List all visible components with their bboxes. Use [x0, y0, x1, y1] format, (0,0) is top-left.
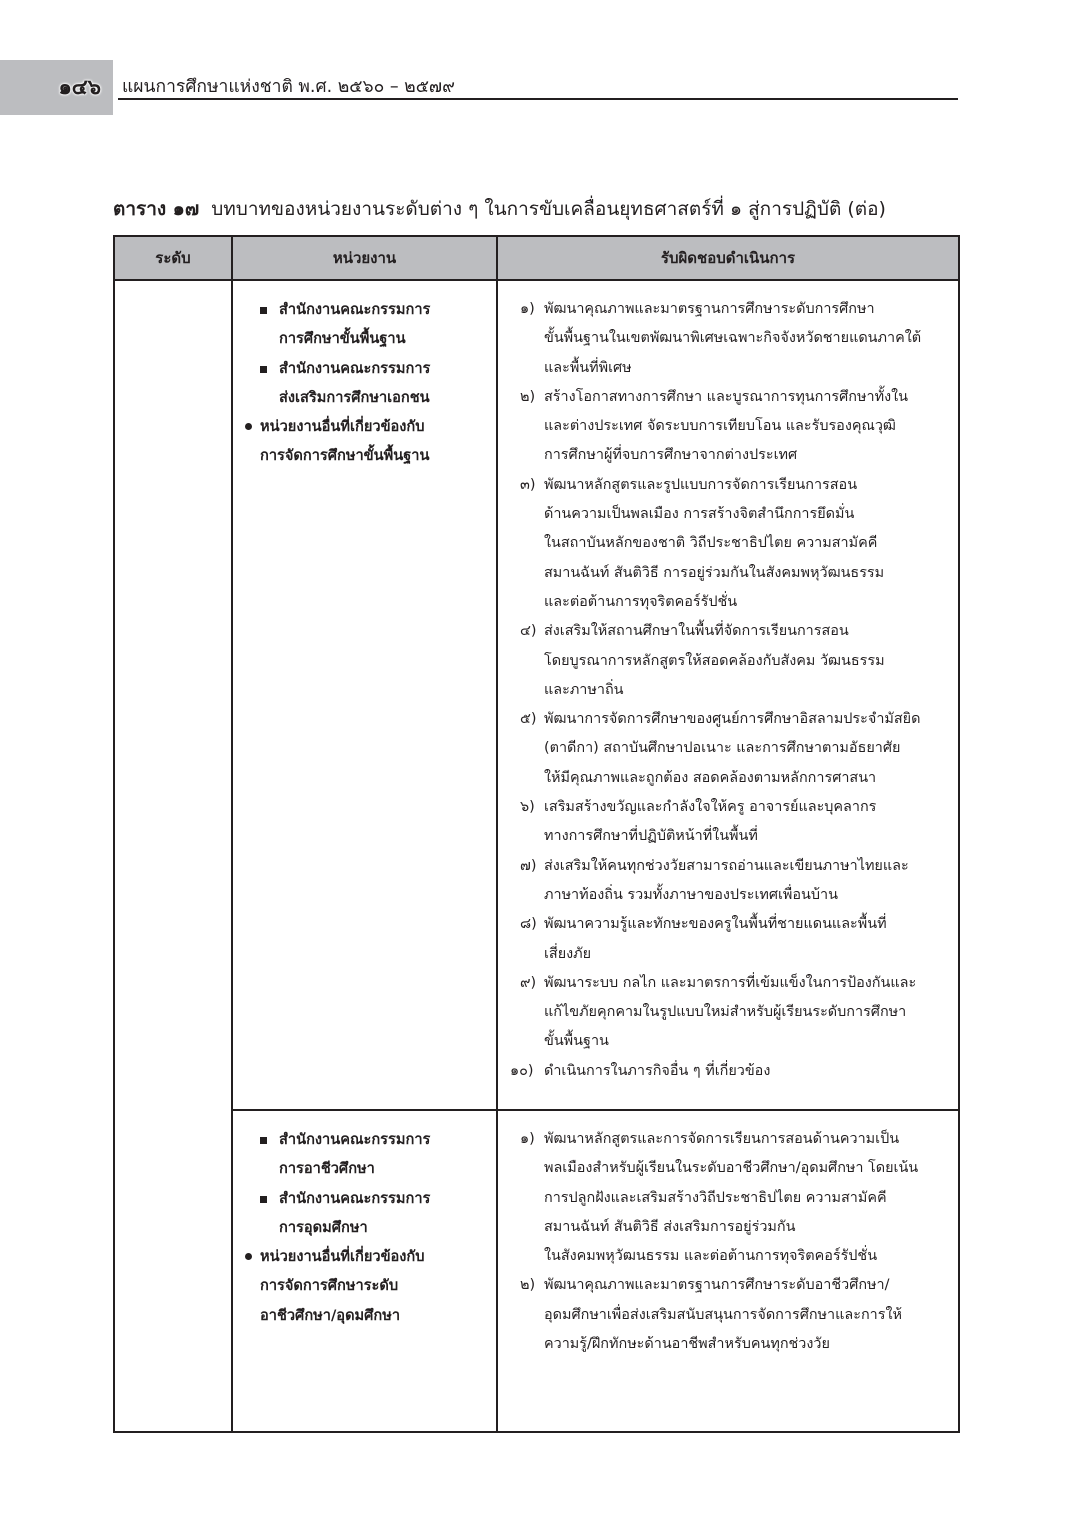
responsibility-number: ๔)	[520, 623, 537, 640]
responsibility-line: แก้ไขภัยคุกคามในรูปแบบใหม่สำหรับผู้เรียนระดับการศึกษา	[544, 1004, 907, 1021]
page-number: ๑๔๖	[58, 75, 101, 99]
agency-line: การจัดการศึกษาระดับ	[260, 1277, 399, 1295]
agency-item	[243, 295, 490, 354]
header-agency: หน่วยงาน	[232, 236, 497, 280]
responsibility-line: ขั้นพื้นฐาน	[544, 1033, 609, 1050]
responsibility-line: เสี่ยงภัย	[544, 945, 592, 962]
responsibility-cell	[497, 280, 959, 1110]
agency-line: อาชีวศึกษา/อุดมศึกษา	[260, 1306, 401, 1324]
responsibility-cell	[497, 1110, 959, 1432]
agency-line: สำนักงานคณะกรรมการ	[279, 1189, 431, 1207]
level-cell	[114, 280, 232, 1432]
responsibility-line: ทางการศึกษาที่ปฏิบัติหน้าที่ในพื้นที่	[544, 828, 758, 845]
agency-line: การอาชีวศึกษา	[279, 1160, 375, 1178]
responsibility-item	[510, 969, 954, 1057]
responsibility-number: ๑)	[520, 301, 535, 317]
table-caption-label: ตาราง ๑๗	[113, 198, 200, 220]
responsibility-line: เสริมสร้างขวัญและกำลังใจให้ครู อาจารย์และบุคลากร	[544, 799, 877, 816]
responsibility-line: ในสังคมพหุวัฒนธรรม และต่อต้านการทุจริตคอร์รัปชั่น	[544, 1248, 878, 1265]
responsibility-line: โดยบูรณาการหลักสูตรให้สอดคล้องกับสังคม วัฒนธรรม	[544, 652, 885, 669]
agency-cell	[232, 280, 497, 1110]
agency-line: สำนักงานคณะกรรมการ	[279, 301, 431, 318]
responsibility-number: ๗)	[520, 857, 537, 874]
responsibility-number: ๒)	[520, 388, 536, 405]
responsibility-item	[510, 705, 954, 793]
responsibility-line: อุดมศึกษาเพื่อส่งเสริมสนับสนุนการจัดการศึกษาและการให้	[544, 1306, 902, 1323]
agency-line: ส่งเสริมการศึกษาเอกชน	[279, 388, 430, 406]
responsibility-number: ๘)	[520, 916, 537, 933]
responsibility-item	[510, 295, 954, 383]
responsibility-line: (ตาดีกา) สถาบันศึกษาปอเนาะ และการศึกษาตามอัธยาศัย	[544, 740, 901, 757]
responsibility-item	[510, 1125, 954, 1271]
responsibility-line: ในสถาบันหลักของชาติ วิถีประชาธิปไตย ความสามัคคี	[544, 535, 878, 552]
responsibility-item	[510, 852, 954, 911]
agency-item	[243, 1125, 490, 1184]
responsibility-line: พัฒนาการจัดการศึกษาของศูนย์การศึกษาอิสลามประจำมัสยิด	[544, 711, 921, 728]
table-row	[114, 1110, 959, 1432]
table-caption-text: บทบาทของหน่วยงานระดับต่าง ๆ ในการขับเคลื่อนยุทธศาสตร์ที่ ๑ สู่การปฏิบัติ (ต่อ)	[211, 198, 886, 220]
agency-item	[243, 354, 490, 413]
responsibility-line: พัฒนาความรู้และทักษะของครูในพื้นที่ชายแดนและพื้นที่	[544, 916, 887, 933]
responsibility-line: พัฒนาหลักสูตรและรูปแบบการจัดการเรียนการสอน	[544, 476, 858, 493]
agency-line: การจัดการศึกษาขั้นพื้นฐาน	[260, 447, 430, 465]
agency-item	[243, 1184, 490, 1243]
responsibility-line: ส่งเสริมให้สถานศึกษาในพื้นที่จัดการเรียนการสอน	[544, 623, 849, 640]
header-rule	[118, 98, 958, 100]
responsibility-item	[510, 383, 954, 471]
agency-line: การศึกษาขั้นพื้นฐาน	[279, 330, 406, 348]
responsibility-line: พัฒนาคุณภาพและมาตรฐานการศึกษาระดับอาชีวศึกษา/	[544, 1277, 890, 1294]
agency-line: หน่วยงานอื่นที่เกี่ยวข้องกับ	[260, 418, 425, 436]
responsibility-line: ดำเนินการในภารกิจอื่น ๆ ที่เกี่ยวข้อง	[544, 1062, 771, 1079]
responsibility-line: ขั้นพื้นฐานในเขตพัฒนาพิเศษเฉพาะกิจจังหวัดชายแดนภาคใต้	[544, 330, 922, 347]
responsibility-number: ๑)	[520, 1131, 535, 1147]
related-agency-item	[243, 412, 490, 471]
responsibility-item	[510, 1271, 954, 1359]
responsibility-number: ๙)	[520, 974, 537, 991]
responsibility-line: ภาษาท้องถิ่น รวมทั้งภาษาของประเทศเพื่อนบ้าน	[544, 886, 838, 903]
responsibility-line: การปลูกฝังและเสริมสร้างวิถีประชาธิปไตย ความสามัคคี	[544, 1189, 887, 1206]
responsibility-line: และภาษาถิ่น	[544, 681, 624, 698]
agency-line: การอุดมศึกษา	[279, 1218, 368, 1236]
header-responsibility: รับผิดชอบดำเนินการ	[497, 236, 959, 280]
responsibility-line: ให้มีคุณภาพและถูกต้อง สอดคล้องตามหลักการศาสนา	[544, 769, 877, 786]
responsibility-line: และต่างประเทศ จัดระบบการเทียบโอน และรับรองคุณวุฒิ	[544, 418, 896, 435]
responsibility-line: และต่อต้านการทุจริตคอร์รัปชั่น	[544, 593, 738, 610]
responsibility-item	[510, 1057, 954, 1086]
agency-cell	[232, 1110, 497, 1432]
responsibility-line: สร้างโอกาสทางการศึกษา และบูรณาการทุนการศึกษาทั้งใน	[544, 388, 908, 405]
running-title: แผนการศึกษาแห่งชาติ พ.ศ. ๒๕๖๐ – ๒๕๗๙	[122, 77, 455, 97]
related-agency-item	[243, 1242, 490, 1330]
responsibility-line: พัฒนาคุณภาพและมาตรฐานการศึกษาระดับการศึกษา	[544, 301, 875, 317]
table-row	[114, 280, 959, 1110]
responsibility-number: ๖)	[520, 799, 535, 816]
responsibility-number: ๕)	[520, 711, 537, 728]
roles-table	[113, 235, 960, 1433]
responsibility-line: ความรู้/ฝึกทักษะด้านอาชีพสำหรับคนทุกช่วงวัย	[544, 1336, 830, 1353]
responsibility-item	[510, 910, 954, 969]
responsibility-item	[510, 617, 954, 705]
responsibility-number: ๓)	[520, 476, 536, 493]
responsibility-line: ด้านความเป็นพลเมือง การสร้างจิตสำนึกการยึดมั่น	[544, 506, 855, 523]
responsibility-line: และพื้นที่พิเศษ	[544, 359, 632, 376]
header-level: ระดับ	[114, 236, 232, 280]
table-header-row	[114, 236, 959, 280]
responsibility-item	[510, 793, 954, 852]
responsibility-line: สมานฉันท์ สันติวิธี การอยู่ร่วมกันในสังคมพหุวัฒนธรรม	[544, 564, 885, 581]
responsibility-number: ๑๐)	[510, 1062, 534, 1079]
agency-line: สำนักงานคณะกรรมการ	[279, 1131, 431, 1148]
responsibility-line: พัฒนาหลักสูตรและการจัดการเรียนการสอนด้านความเป็น	[544, 1131, 900, 1147]
responsibility-line: พลเมืองสำหรับผู้เรียนในระดับอาชีวศึกษา/อุดมศึกษา โดยเน้น	[544, 1160, 919, 1177]
responsibility-item	[510, 471, 954, 617]
agency-line: สำนักงานคณะกรรมการ	[279, 359, 431, 377]
responsibility-line: การศึกษาผู้ที่จบการศึกษาจากต่างประเทศ	[544, 447, 798, 464]
responsibility-number: ๒)	[520, 1277, 536, 1294]
responsibility-line: สมานฉันท์ สันติวิธี ส่งเสริมการอยู่ร่วมกัน	[544, 1218, 796, 1235]
table-caption	[113, 194, 963, 224]
agency-line: หน่วยงานอื่นที่เกี่ยวข้องกับ	[260, 1248, 425, 1266]
responsibility-line: ส่งเสริมให้คนทุกช่วงวัยสามารถอ่านและเขียนภาษาไทยและ	[544, 857, 909, 874]
responsibility-line: พัฒนาระบบ กลไก และมาตรการที่เข้มแข็งในการป้องกันและ	[544, 974, 917, 991]
